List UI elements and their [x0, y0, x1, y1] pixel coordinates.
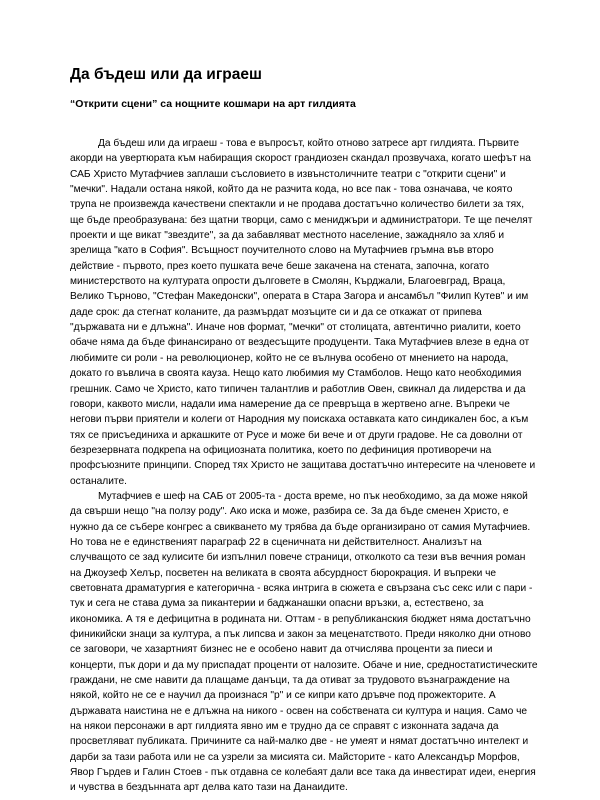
article-title: Да бъдеш или да играеш [70, 66, 262, 83]
article-subtitle: “Открити сцени” са нощните кошмари на арт гилдията [70, 98, 356, 110]
body-paragraph-2: Мутафчиев е шеф на САБ от 2005-та - доста време, но пък необходимо, за да може някой да свърши нещо "на ползу роду". Ако иска и може, разбира се. За да бъде сменен Христо, е нужно да се събере конгрес а свикването му трябва да бъде организирано от самия Мутафчиев. Но това не е единственият параграф 22 в сценичната ни действителност. Анализът на случващото се зад кулисите би изпълнил повече страници, отколкото са тези във вечния роман на Джоузеф Хелър, посветен на великата в своята абсурдност бюрокрация. И въпреки че световната драматургия е категорична - всяка интрига в сюжета е свързана със секс или с пари - тук и сега не става дума за пикантерии и баджанашки опасни връзки, а, естествено, за икономика. А тя е дефицитна в родината ни. Оттам - в републиканския бюджет няма достатъчно финикийски знаци за култура, а пък липсва и закон за меценатството. Преди няколко дни отново се заговори, че хазартният бизнес не е особено навит да отчислява проценти за пиеси и концерти, пък дори и да му приспадат проценти от налозите. Обаче и ние, средностатистическите граждани, не сме навити да плащаме данъци, та да отиват за трудовото възнаграждение на някой, който не се е научил да произнася "р" и се кипри като дръвче под прожекторите. А държавата наистина не е длъжна на никого - освен на собствената си култура и нация. Само че на някои персонажи в арт гилдията явно им е трудно да се справят с изконната задача да просветляват публиката. Причините са най-малко две - не умеят и нямат достатъчно интелект и дарби за тази работа или не са узрели за мисията си. Майсторите - като Александър Морфов, Явор Гърдев и Галин Стоев - пък отдавна се колебаят дали все така да инвестират идеи, енергия и чувства в бездънната арт делва като тази на Данаидите. [70, 490, 538, 794]
body-paragraph-1: Да бъдеш или да играеш - това е въпросът, който отново затресе арт гилдията. Първите акорди на увертюрата към набиращия скорост грандиозен скандал прозвучаха, когато шефът на САБ Христо Мутафчиев заплаши съсловието в извънстоличните театри с "открити сцени" и "мечки". Надали остана някой, който да не разчита кода, но все пак - това означава, че която трупа не произвежда качествени спектакли и не продава достатъчно количество билети за тях, ще бъде преобразувана: без щатни творци, само с мениджъри и администратори. Те ще печелят проекти и ще викат "звездите", за да забавляват местното население, зажадняло за хляб и зрелища "като в София". Всъщност поучителното слово на Мутафчиев гръмна във второ действие - първото, през което пушката вече беше закачена на стената, започна, когато министерството на културата опрости дълговете в Смолян, Кърджали, Благоевград, Враца, Велико Търново, "Стефан Македонски", операта в Стара Загора и ансамбъл "Филип Кутев" и им даде срок: да стегнат коланите, да размърдат мозъците си и да се откажат от припева "държавата ни е длъжна". Иначе нов формат, "мечки" от столицата, автентично риалити, което обаче няма да бъде финансирано от вездесъщите продуценти. Така Мутафчиев влезе в една от любимите си роли - на революционер, който не се вълнува особено от мнението на народа, докато го въвлича в своята кауза. Нещо като любимия му Стамболов. Нещо като необходимия грешник. Само че Христо, като типичен талантлив и работлив Овен, свикнал да лидерства и да говори, каквото мисли, надали има намерение да се превръща в жертвено агне. Въпреки че негови първи приятели и колеги от Народния му поискаха оставката като синдикален бос, а към тях се присъединиха и аркашките от Русе и може би вече и от други градове. Не са доволни от безрезервната подкрепа на официозната политика, което по дефиниция противоречи на профсъюзните принципи. Според тях Христо не защитава достатъчно интересите на членовете и останалите. [70, 138, 536, 487]
article-body [70, 136, 538, 796]
